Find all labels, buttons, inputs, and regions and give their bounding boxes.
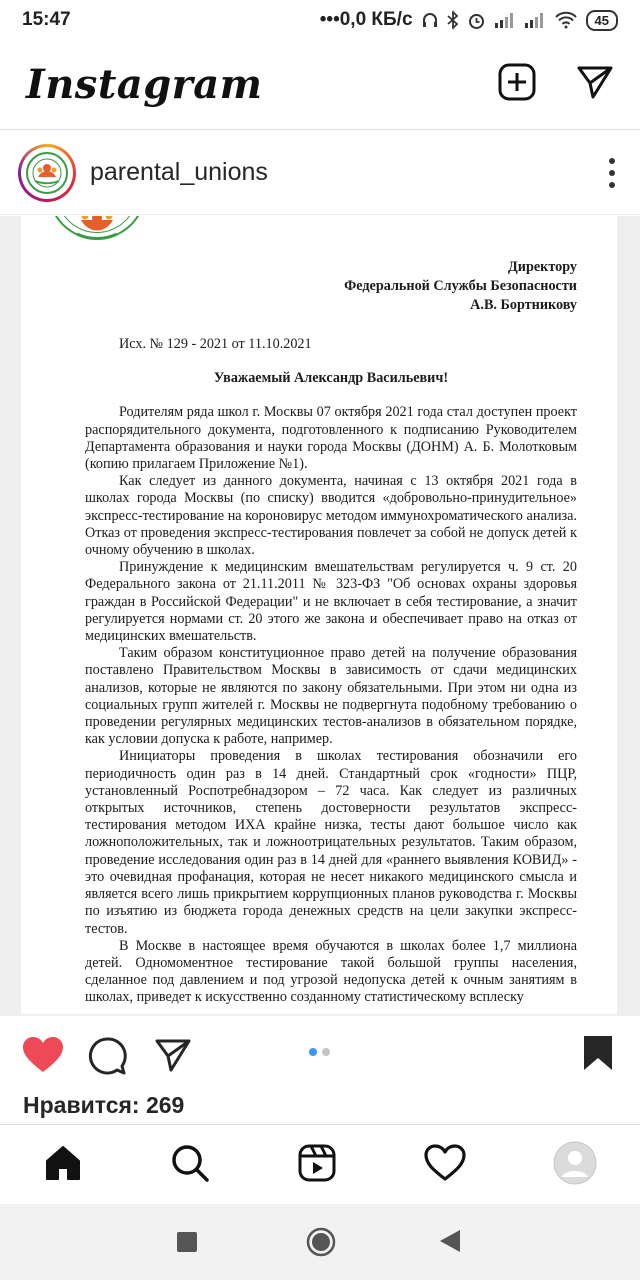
status-indicators bbox=[320, 9, 618, 31]
reels-icon[interactable] bbox=[297, 1143, 337, 1188]
parental-unions-logo-icon bbox=[25, 151, 69, 195]
recipient-line: Федеральной Службы Безопасности bbox=[344, 278, 577, 294]
comment-icon[interactable] bbox=[88, 1036, 128, 1081]
post-username[interactable]: parental_unions bbox=[90, 158, 268, 186]
signal-icon-2 bbox=[524, 12, 546, 28]
document-scan bbox=[21, 216, 617, 1014]
likes-count[interactable]: Нравится: 269 bbox=[23, 1092, 185, 1118]
carousel-dot-active bbox=[309, 1048, 317, 1056]
document-paragraph: Родителям ряда школ г. Москвы 07 октября 2021 года стал доступен проект распорядительного документа, подготовленного к подписанию Руководителем Департамента образования и науки города Москвы (ДОНМ) А. Б. Молотковым (копию прилагаем Приложение №1). bbox=[85, 404, 577, 473]
status-bar bbox=[0, 0, 640, 40]
alarm-icon bbox=[467, 11, 486, 30]
recent-apps-button[interactable] bbox=[177, 1232, 197, 1257]
system-navigation-bar bbox=[0, 1204, 640, 1280]
share-icon[interactable] bbox=[154, 1036, 192, 1079]
more-options-icon[interactable] bbox=[602, 158, 622, 188]
post-header bbox=[0, 131, 640, 215]
battery-indicator: 45 bbox=[586, 10, 618, 31]
headphones-icon bbox=[421, 11, 439, 29]
post-image[interactable] bbox=[0, 216, 640, 1016]
post-avatar[interactable] bbox=[18, 144, 76, 202]
back-button[interactable] bbox=[440, 1230, 460, 1257]
status-time: 15:47 bbox=[22, 9, 71, 30]
signal-icon-1 bbox=[494, 12, 516, 28]
bluetooth-icon bbox=[447, 11, 459, 29]
new-post-icon[interactable] bbox=[498, 63, 536, 106]
recipient-line: Директору bbox=[508, 259, 577, 275]
network-speed: •••0,0 КБ/с bbox=[319, 9, 413, 30]
direct-message-icon[interactable] bbox=[576, 63, 614, 106]
document-reference-number: Исх. № 129 - 2021 от 11.10.2021 bbox=[119, 336, 312, 352]
document-recipient bbox=[85, 258, 577, 315]
save-bookmark-icon[interactable] bbox=[582, 1034, 614, 1077]
recipient-line: А.В. Бортникову bbox=[470, 297, 577, 313]
document-paragraph: Инициаторы проведения в школах тестирования обозначили его периодичность один раз в 14 дней. Стандартный срок «годности» ПЦР, установленный Роспотребнадзором – 72 часа. Как следует из различных открытых источников, степень достоверности результатов экспресс-тестирования методом ИХА крайне низка, тесты дают большое число как ложноположительных, так и ложноотрицательных результатов. Таким образом, проведение исследования один раз в 14 дней для «раннего выявления КОВИД» - это очевидная профанация, которая не несет никакого медицинского смысла и является всего лишь прикрытием коррупционных планов руководства г. Москвы по изъятию из бюджета города денежных средств на цели закупки экспресс-тестов. bbox=[85, 748, 577, 937]
document-paragraph: Таким образом конституционное право детей на получение образования поставлено Правительством Москвы в зависимость от сдачи медицинских анализов, которые не являются по закону обязательными. При этом ни одна из социальных групп жителей г. Москвы не подвергнута подобному требованию о проведении регулярных медицинских тестов-анализов в обязательном порядке, как условии допуска к работе, например. bbox=[85, 645, 577, 748]
home-button[interactable] bbox=[306, 1227, 336, 1262]
document-paragraph: Принуждение к медицинским вмешательствам регулируется ч. 9 ст. 20 Федерального закона от 21.11.2011 № 323-ФЗ "Об основах охраны здоровья граждан в Российской Федерации" и не включает в себя тестирование, а значит регулируется нормами ст. 20 этого же закона и обеспечивает право на отказ от медицинских вмешательств. bbox=[85, 559, 577, 645]
search-icon[interactable] bbox=[170, 1143, 210, 1188]
carousel-indicator bbox=[309, 1048, 330, 1056]
wifi-icon bbox=[554, 11, 578, 29]
document-paragraph: В Москве в настоящее время обучаются в школах более 1,7 миллиона детей. Одномоментное тестирование такой большой группы населения, сделанное под давлением и под угрозой недопуска детей к очным занятиям в школах, приведет к искусственно созданному статистическому всплеску bbox=[85, 937, 577, 1006]
carousel-dot bbox=[322, 1048, 330, 1056]
organization-seal-icon bbox=[47, 216, 147, 260]
app-header bbox=[0, 40, 640, 130]
home-icon[interactable] bbox=[43, 1143, 83, 1188]
document-paragraph: Как следует из данного документа, начиная с 13 октября 2021 года в школах города Москвы (по списку) вводится «добровольно-принудительное» экспресс-тестирование на короновирус методом иммунохроматического анализа. Отказ от проведения экспресс-тестирования повлечет за собой не допуск детей к очному обучению в школах. bbox=[85, 473, 577, 559]
instagram-logo[interactable]: Instagram bbox=[26, 61, 263, 108]
profile-avatar-icon[interactable] bbox=[553, 1141, 597, 1190]
document-salutation: Уважаемый Александр Васильевич! bbox=[213, 370, 449, 387]
bottom-navigation bbox=[0, 1124, 640, 1205]
like-heart-icon[interactable] bbox=[22, 1036, 64, 1079]
activity-heart-icon[interactable] bbox=[424, 1144, 466, 1187]
